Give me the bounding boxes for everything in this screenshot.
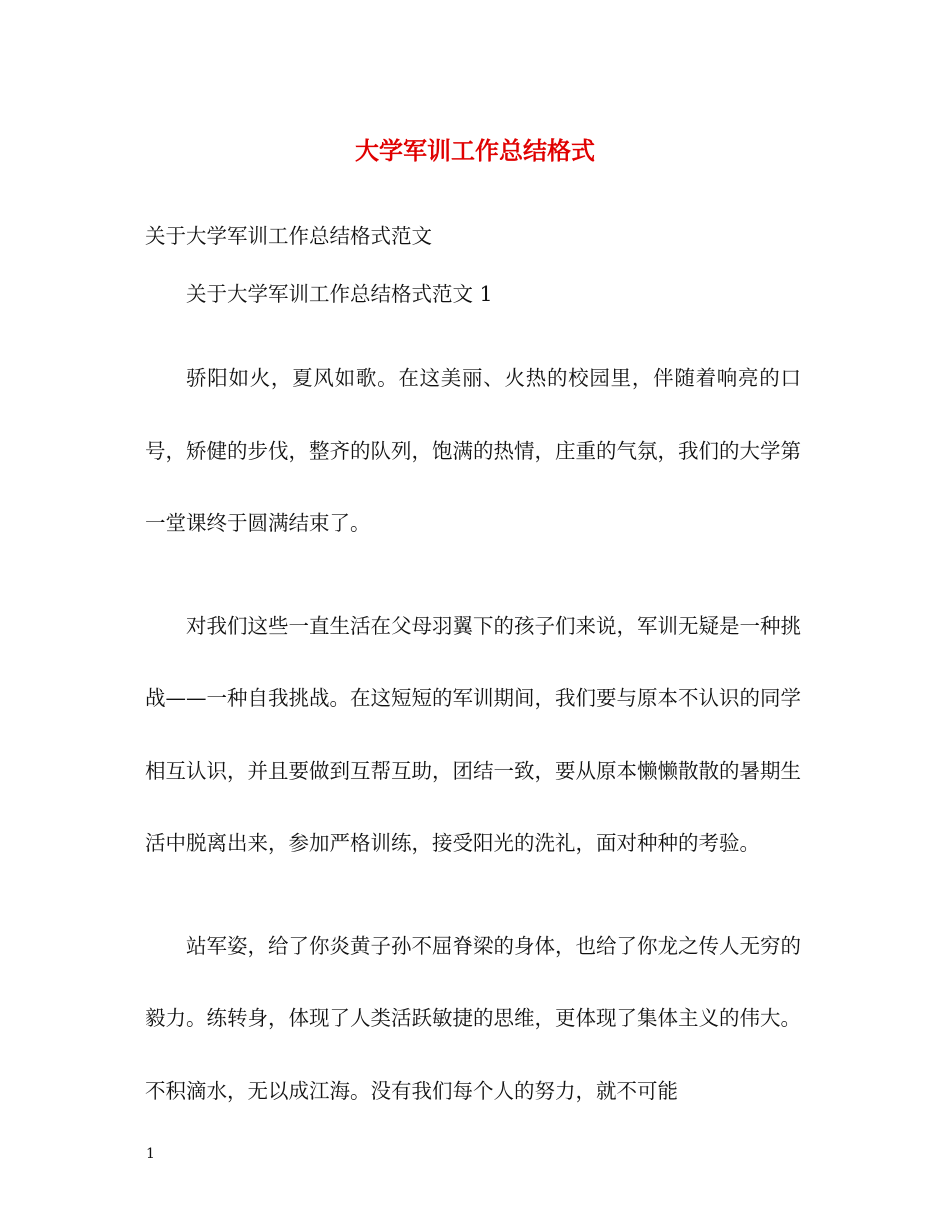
document-body — [145, 276, 801, 1127]
section-heading: 关于大学军训工作总结格式范文 1 — [186, 282, 493, 306]
page-number: 1 — [146, 1146, 155, 1162]
paragraph: 骄阳如火，夏风如歌。在这美丽、火热的校园里，伴随着响亮的口号，矫健的步伐，整齐的队列，饱满的热情，庄重的气氛，我们的大学第一堂课终于圆满结束了。 — [145, 366, 801, 535]
paragraph: 对我们这些一直生活在父母羽翼下的孩子们来说，军训无疑是一种挑战——一种自我挑战。在这短短的军训期间，我们要与原本不认识的同学相互认识，并且要做到互帮互助，团结一致，要从原本懒懒散散的暑期生活中脱离出来，参加严格训练，接受阳光的洗礼，面对种种的考验。 — [145, 613, 801, 855]
paragraph: 站军姿，给了你炎黄子孙不屈脊梁的身体，也给了你龙之传人无穷的毅力。练转身，体现了人类活跃敏捷的思维，更体现了集体主义的伟大。不积滴水，无以成江海。没有我们每个人的努力，就不可能 — [145, 933, 801, 1103]
document-subtitle: 关于大学军训工作总结格式范文 — [145, 224, 432, 248]
document-title: 大学军训工作总结格式 — [355, 136, 595, 165]
